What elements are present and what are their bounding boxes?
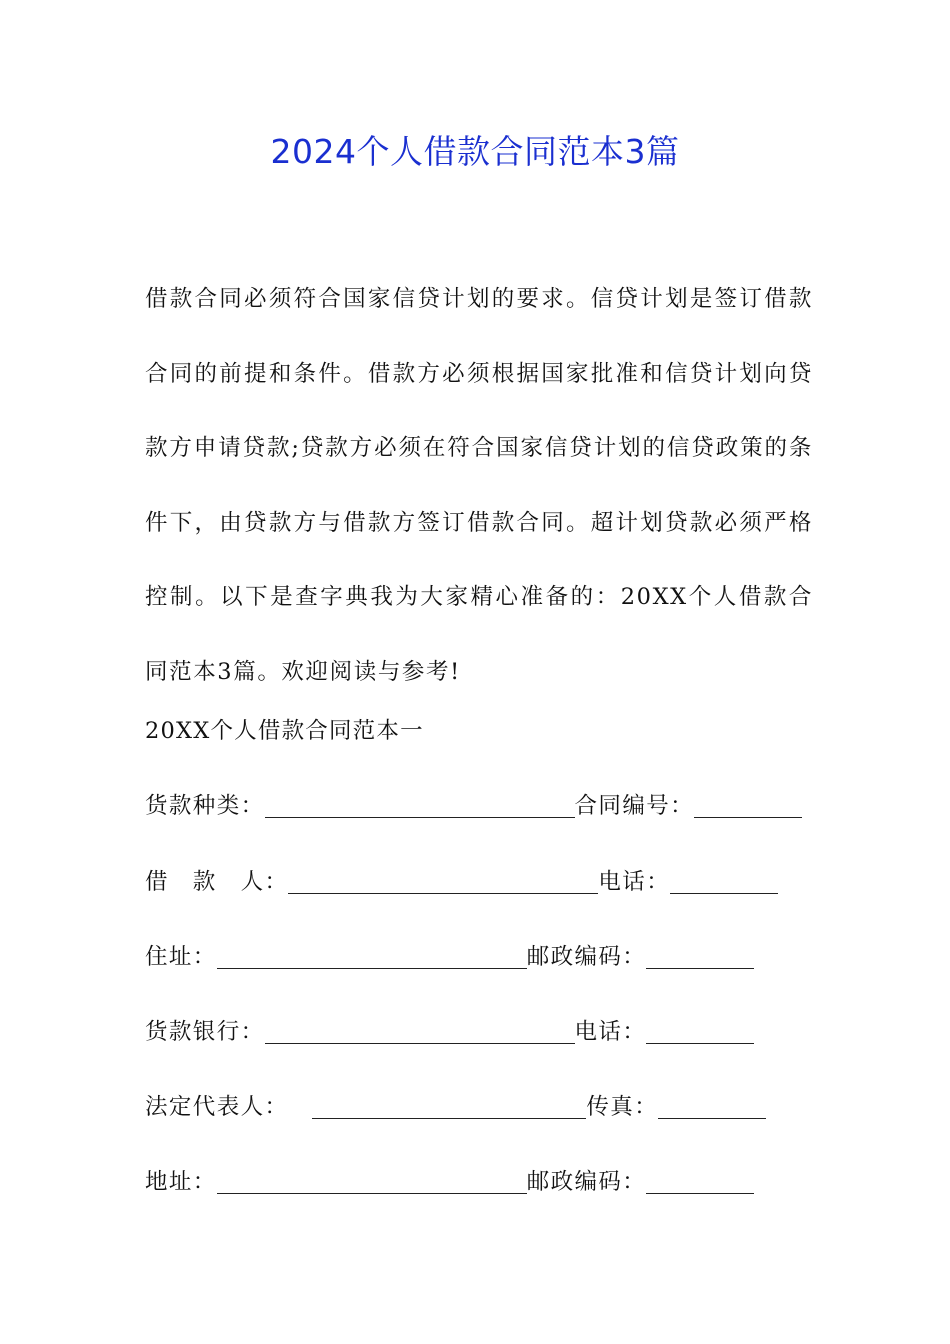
contract-no-label: 合同编号：	[574, 793, 695, 819]
section-heading: 20XX个人借款合同范本一	[145, 718, 424, 744]
bank-label: 货款银行：	[145, 1019, 265, 1045]
address-postcode-label: 邮政编码：	[526, 944, 647, 970]
form-row-legal-rep	[145, 1087, 766, 1127]
fax-label: 传真：	[586, 1094, 659, 1120]
borrower-phone-label: 电话：	[598, 869, 671, 895]
borrower-phone-field[interactable]	[670, 865, 778, 894]
bank-phone-field[interactable]	[646, 1015, 754, 1044]
document-title: 2024个人借款合同范本3篇	[270, 132, 680, 171]
address-label: 住址：	[145, 944, 217, 970]
address-field[interactable]	[217, 940, 527, 969]
borrower-label: 借 款 人：	[145, 869, 289, 895]
bank-phone-label: 电话：	[574, 1019, 647, 1045]
location-label: 地址：	[145, 1169, 217, 1195]
fax-field[interactable]	[658, 1090, 766, 1119]
legal-rep-label: 法定代表人：	[145, 1094, 289, 1120]
bank-field[interactable]	[265, 1015, 575, 1044]
location-postcode-label: 邮政编码：	[526, 1169, 647, 1195]
loan-type-field[interactable]	[265, 789, 575, 818]
form-row-bank	[145, 1012, 754, 1052]
address-postcode-field[interactable]	[646, 940, 754, 969]
form-row-address	[145, 937, 754, 977]
location-field[interactable]	[217, 1165, 527, 1194]
location-postcode-field[interactable]	[646, 1165, 754, 1194]
contract-no-field[interactable]	[694, 789, 802, 818]
form-row-location	[145, 1162, 754, 1202]
legal-rep-field[interactable]	[312, 1090, 586, 1119]
intro-paragraph: 借款合同必须符合国家信贷计划的要求。信贷计划是签订借款合同的前提和条件。借款方必须根据国家批准和信贷计划向贷款方申请贷款;贷款方必须在符合国家信贷计划的信贷政策的条件下，由贷款方与借款方签订借款合同。超计划贷款必须严格控制。以下是查字典我为大家精心准备的：20XX个人借款合同范本3篇。欢迎阅读与参考!	[145, 286, 813, 685]
loan-type-label: 货款种类：	[145, 793, 265, 819]
form-row-loan-type	[145, 786, 802, 826]
borrower-field[interactable]	[288, 865, 598, 894]
form-row-borrower	[145, 862, 778, 902]
